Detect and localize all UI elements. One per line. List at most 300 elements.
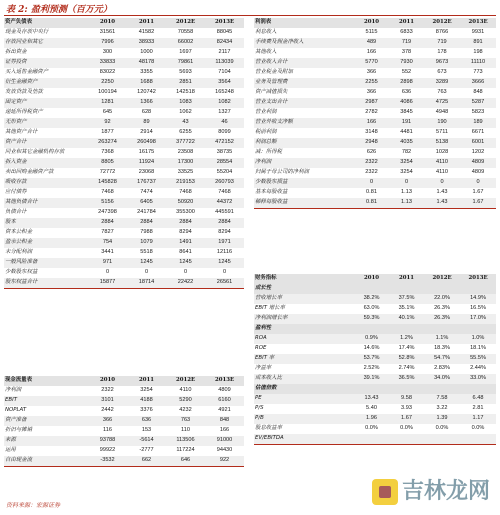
cell-value: 191 [389, 118, 424, 128]
row-label: 少数股东损益 [254, 178, 354, 188]
column-header: 2010 [88, 376, 127, 386]
column-header: 2013E [460, 274, 496, 284]
cell-value [389, 284, 424, 294]
cell-value: 89 [127, 118, 166, 128]
table-row [4, 258, 244, 268]
cell-value: 1.43 [436, 189, 448, 196]
row-label: ROA [254, 334, 354, 344]
cell-value: 782 [401, 149, 412, 156]
row-label: 折旧与摊销 [5, 427, 32, 434]
cell-value: 2884 [166, 218, 205, 228]
table-row [4, 158, 244, 168]
cell-value [354, 324, 389, 334]
cell-value: 5.40 [366, 405, 377, 412]
cell-value: 7474 [140, 189, 153, 196]
cell-value: 2.74% [398, 365, 415, 372]
row-label: 存放同业和其它 [4, 38, 88, 48]
cell-value: 645 [102, 109, 113, 116]
row-label: 自由现金流 [4, 456, 88, 466]
cell-value: 1.2% [389, 334, 424, 344]
row-label: EV/EBITDA [254, 434, 354, 444]
row-label: 股东权益合计 [4, 278, 88, 288]
cell-value: 4725 [424, 98, 460, 108]
column-header: 2011 [127, 18, 166, 28]
cell-value: 366 [366, 89, 377, 96]
row-label: 拆出资金 [5, 49, 27, 56]
cell-value: 4921 [218, 407, 231, 414]
cell-value: 1000 [140, 49, 153, 56]
row-label: 卖出回购金融资产款 [5, 169, 54, 176]
row-label: 减：所得税 [255, 149, 282, 156]
cell-value: 0 [105, 269, 110, 276]
row-label: 其他收入 [255, 49, 277, 56]
table-row [254, 334, 496, 344]
cell-value: -5614 [127, 436, 166, 446]
cell-value: 7.58 [424, 394, 460, 404]
cell-value: 763 [166, 416, 205, 426]
cell-value: 2782 [365, 109, 378, 116]
row-label: 营业利润 [255, 109, 277, 116]
cell-value: 0.9% [354, 334, 389, 344]
cell-value [389, 324, 424, 334]
cell-value: 1083 [166, 98, 205, 108]
table-row [4, 416, 244, 426]
cell-value: 0.0% [365, 425, 378, 432]
cell-value: 178 [437, 49, 447, 56]
cell-value: 18.1% [470, 345, 486, 352]
cell-value: 0 [389, 178, 424, 188]
table-row [254, 48, 496, 58]
cell-value: 1079 [127, 238, 166, 248]
row-label: 净益率 [255, 365, 272, 372]
row-label: 盈利性 [254, 324, 354, 334]
cell-value: 1082 [205, 98, 244, 108]
row-label: 现金及存放中央行 [5, 29, 49, 36]
cell-value: 763 [437, 89, 447, 96]
cell-value: 2.81 [472, 405, 484, 412]
cell-value: 38.2% [354, 294, 389, 304]
table-row [4, 198, 244, 208]
cell-value: 40.1% [389, 314, 424, 324]
table-row [254, 178, 496, 188]
cell-value: 9.58 [389, 394, 424, 404]
cell-value: 3254 [389, 158, 424, 168]
income-statement-table [254, 18, 496, 209]
cell-value [424, 434, 460, 444]
table-row [4, 278, 244, 288]
cell-value: 33833 [88, 58, 127, 68]
table-row [4, 88, 244, 98]
cell-value: 773 [473, 69, 483, 76]
cell-value: 15877 [88, 278, 127, 288]
table-row [4, 28, 244, 38]
row-label: 其他负债合计 [4, 198, 88, 208]
table-section-title: 财务指标 [254, 274, 354, 284]
column-header: 2010 [354, 274, 389, 284]
cell-value: 145828 [88, 178, 127, 188]
cell-value [354, 434, 389, 444]
row-label: 手续费及佣金净收入 [254, 38, 354, 48]
cell-value: 378 [401, 49, 412, 56]
row-label: 来源 [4, 436, 88, 446]
row-label: NOPLAT [5, 407, 27, 414]
cell-value: 1327 [218, 109, 231, 116]
cell-value: 472152 [205, 138, 244, 148]
cell-value: 1245 [127, 258, 166, 268]
table-row [254, 118, 496, 128]
row-label: 利润总额 [254, 138, 354, 148]
row-label: 营业外收支净额 [254, 118, 354, 128]
cell-value: 38735 [216, 149, 233, 156]
cell-value: 5711 [435, 129, 449, 136]
cell-value: 14.6% [363, 345, 380, 352]
cell-value: 2.52% [363, 365, 380, 372]
cell-value: 26561 [205, 278, 244, 288]
cell-value: 93788 [88, 436, 127, 446]
row-label: 资产准备 [4, 416, 88, 426]
cell-value: 673 [437, 69, 447, 76]
row-label: EBIT 率 [254, 354, 354, 364]
table-row [4, 188, 244, 198]
cell-value: 22.0% [424, 294, 460, 304]
table-row [254, 434, 496, 444]
cell-value: 1.17 [460, 414, 496, 424]
row-label: 利息收入 [255, 29, 277, 36]
cell-value: 7996 [88, 38, 127, 48]
row-label: 股本 [4, 218, 88, 228]
row-label: 归属于母公司的净利润 [255, 169, 309, 176]
cell-value: 366 [366, 69, 377, 76]
cell-value: 37.5% [389, 294, 424, 304]
cell-value: 4809 [218, 387, 231, 394]
row-label: 基本每股收益 [255, 189, 288, 196]
cell-value: 1688 [127, 78, 166, 88]
cell-value: 22422 [166, 278, 205, 288]
cell-value: 3254 [140, 387, 153, 394]
cell-value: 5518 [140, 249, 153, 256]
cell-value: 2884 [127, 218, 166, 228]
cell-value: 5693 [179, 69, 192, 76]
table-row [254, 88, 496, 98]
cell-value: 2322 [354, 158, 389, 168]
cell-value: 16.5% [470, 305, 486, 312]
table-row [254, 138, 496, 148]
cell-value [424, 284, 460, 294]
table-row [254, 314, 496, 324]
cell-value: 18714 [127, 278, 166, 288]
table-row [254, 404, 496, 414]
cell-value: 34.0% [424, 374, 460, 384]
table-row [254, 424, 496, 434]
column-header: 2013E [205, 18, 244, 28]
cell-value: 54.7% [424, 354, 460, 364]
cell-value: 190 [424, 118, 460, 128]
cell-value: 3254 [400, 169, 413, 176]
table-row [4, 38, 244, 48]
watermark-logo-icon [372, 479, 398, 505]
cell-value: 636 [401, 89, 412, 96]
row-label: 一般风险准备 [4, 258, 88, 268]
table-row [4, 48, 244, 58]
cell-value: 7468 [179, 189, 192, 196]
cell-value: 2322 [365, 169, 378, 176]
cell-value: 4035 [389, 138, 424, 148]
cell-value: 8805 [88, 158, 127, 168]
cell-value [354, 384, 389, 394]
cell-value: 79861 [166, 58, 205, 68]
cell-value: 7827 [101, 229, 114, 236]
cell-value: 3564 [205, 78, 244, 88]
cell-value: 63.0% [363, 305, 380, 312]
cell-value: 166 [219, 427, 230, 434]
cell-value: 0.81 [354, 198, 389, 208]
cell-value: 1.13 [401, 189, 412, 196]
cell-value: 1971 [205, 238, 244, 248]
cell-value: 23068 [138, 169, 155, 176]
column-header: 2010 [354, 18, 389, 28]
cell-value: 247398 [98, 209, 117, 216]
cell-value: 166 [354, 118, 389, 128]
table-row [254, 158, 496, 168]
cell-value: 0 [183, 269, 188, 276]
cell-value: 9673 [424, 58, 460, 68]
cell-value: 39.1% [354, 374, 389, 384]
cell-value: 4188 [127, 396, 166, 406]
cell-value: 3845 [400, 109, 413, 116]
cell-value: 17.0% [460, 314, 496, 324]
cell-value: 7988 [140, 229, 153, 236]
cell-value: 5115 [365, 29, 378, 36]
table-header-row [4, 376, 244, 386]
cell-value: 88045 [216, 29, 233, 36]
watermark-logo [372, 474, 490, 505]
row-label: 营收增长率 [254, 294, 354, 304]
source-footnote: 资料来源：宏源证券 [6, 502, 61, 509]
page-title: 表 2: 盈利预测（百万元） [6, 5, 112, 15]
cell-value: 8099 [218, 129, 231, 136]
cell-value: 117224 [176, 447, 195, 454]
cell-value: 26.3% [434, 305, 450, 312]
row-label: 业务及管理费 [254, 78, 354, 88]
cell-value: 153 [141, 427, 152, 434]
table-row [4, 178, 244, 188]
row-label: 衍生金融资产 [4, 78, 88, 88]
cell-value: 3101 [88, 396, 127, 406]
cell-value: 83022 [99, 69, 116, 76]
cell-value: 8641 [179, 249, 192, 256]
cell-value: 17300 [166, 158, 205, 168]
cell-value: 92 [88, 118, 127, 128]
table-row [4, 108, 244, 118]
cell-value: 13.43 [354, 394, 389, 404]
cell-value: 35.1% [398, 305, 415, 312]
table-row [254, 58, 496, 68]
cell-value: 848 [205, 416, 244, 426]
cell-value: 1.1% [424, 334, 460, 344]
cell-value [354, 284, 389, 294]
cell-value: 2442 [101, 407, 114, 414]
cell-value: 971 [88, 258, 127, 268]
cell-value: 2884 [205, 218, 244, 228]
cell-value: 3441 [101, 249, 114, 256]
cell-value: 70558 [177, 29, 194, 36]
table-row [4, 268, 244, 278]
cell-value: 6405 [127, 198, 166, 208]
column-header: 2011 [389, 274, 424, 284]
cell-value: 2.83% [434, 365, 450, 372]
table-row [4, 78, 244, 88]
row-label: 股息收益率 [255, 425, 282, 432]
table-header-row [4, 18, 244, 28]
cell-value: 4110 [179, 387, 192, 394]
cell-value: 3148 [365, 129, 378, 136]
table-row [4, 208, 244, 218]
cell-value: 142518 [176, 89, 195, 96]
cell-value: 0.0% [400, 425, 413, 432]
cell-value: 82434 [205, 38, 244, 48]
cell-value: 9931 [471, 29, 485, 36]
table-row [4, 168, 244, 178]
cell-value: 113506 [166, 436, 205, 446]
cell-value: 5823 [471, 109, 485, 116]
cell-value: 646 [166, 456, 205, 466]
cell-value: 8294 [218, 229, 231, 236]
table-row [4, 238, 244, 248]
row-label: 估值倍数 [254, 384, 354, 394]
table-row [4, 138, 244, 148]
table-row [254, 294, 496, 304]
cell-value: 41582 [138, 29, 155, 36]
cell-value: 2898 [389, 78, 424, 88]
table-row [254, 344, 496, 354]
cell-value: 1245 [166, 258, 205, 268]
cell-value: 719 [389, 38, 424, 48]
cell-value [460, 384, 496, 394]
cell-value: 0.81 [366, 189, 377, 196]
cell-value: 628 [141, 109, 152, 116]
cell-value: 16175 [138, 149, 155, 156]
row-label: 无形资产 [4, 118, 88, 128]
row-label: EBIT [4, 396, 88, 406]
cell-value: 5138 [424, 138, 460, 148]
cell-value: 848 [473, 89, 483, 96]
table-row [4, 406, 244, 416]
cell-value: 2255 [354, 78, 389, 88]
title-divider [4, 15, 496, 16]
cell-value: 1697 [179, 49, 192, 56]
cell-value: 1491 [166, 238, 205, 248]
cell-value: 14.9% [460, 294, 496, 304]
row-label: ROE [255, 345, 267, 352]
table-subsection-row [254, 384, 496, 394]
cell-value: 1.67 [460, 198, 496, 208]
row-label: 营业支出合计 [254, 98, 354, 108]
cell-value: 72772 [99, 169, 116, 176]
cell-value: 300 [102, 49, 113, 56]
cell-value: 12116 [216, 249, 233, 256]
cell-value: 5770 [354, 58, 389, 68]
column-header: 2013E [460, 18, 496, 28]
cell-value: 38933 [127, 38, 166, 48]
table-section-title: 现金流量表 [4, 376, 88, 386]
cell-value: 3289 [424, 78, 460, 88]
cell-value: 5156 [88, 198, 127, 208]
cell-value: 176737 [127, 178, 166, 188]
cell-value: 100194 [98, 89, 117, 96]
table-row [4, 248, 244, 258]
cell-value: 0 [222, 269, 227, 276]
cell-value: 4232 [179, 407, 192, 414]
cell-value: 1877 [101, 129, 114, 136]
cell-value: 260498 [127, 138, 166, 148]
cell-value: 366 [88, 416, 127, 426]
cell-value: 1062 [179, 109, 192, 116]
row-label: P/S [255, 405, 264, 412]
cell-value: 198 [473, 49, 483, 56]
row-label: PE [254, 394, 354, 404]
cell-value: 4948 [435, 109, 449, 116]
row-label: 少数股东权益 [5, 269, 38, 276]
cell-value: 891 [460, 38, 496, 48]
column-header: 2011 [389, 18, 424, 28]
cell-value [424, 384, 460, 394]
row-label: 买入返售金融资产 [5, 69, 49, 76]
cell-value: 0 [460, 178, 496, 188]
row-label: 吸收存款 [4, 178, 88, 188]
cell-value: 7468 [218, 189, 231, 196]
cell-value: -2777 [139, 447, 154, 454]
row-label: 盈余公积金 [4, 238, 88, 248]
row-label: 固定资产 [4, 98, 88, 108]
row-label: 运用 [5, 447, 16, 454]
cell-value: 120742 [137, 89, 156, 96]
row-label: 证券投资 [4, 58, 88, 68]
cell-value: 8294 [179, 229, 192, 236]
cell-value: 1366 [127, 98, 166, 108]
cell-value: 2987 [354, 98, 389, 108]
cell-value: 36.5% [389, 374, 424, 384]
table-row [4, 426, 244, 436]
row-label: 拆入资金 [4, 158, 88, 168]
cell-value: 165248 [215, 89, 234, 96]
row-label: 负债合计 [5, 209, 27, 216]
cell-value: 55204 [216, 169, 233, 176]
table-row [4, 128, 244, 138]
cell-value: 260793 [205, 178, 244, 188]
cell-value: 17.4% [398, 345, 415, 352]
cell-value: 7368 [101, 149, 114, 156]
cell-value: 1.39 [424, 414, 460, 424]
table-row [254, 354, 496, 364]
cell-value: 6160 [205, 396, 244, 406]
row-label: 税前利润 [255, 129, 277, 136]
cell-value: 46 [205, 118, 244, 128]
cell-value: 2.44% [470, 365, 486, 372]
cell-value: 636 [127, 416, 166, 426]
row-label: 资产合计 [4, 138, 88, 148]
cell-value: 2117 [218, 49, 231, 56]
cell-value: 263274 [88, 138, 127, 148]
cell-value: 33525 [177, 169, 194, 176]
table-row [4, 58, 244, 68]
row-label: 净利润 [5, 387, 22, 394]
cell-value: 377722 [166, 138, 205, 148]
cell-value: 1.67 [389, 414, 424, 424]
table-row [254, 98, 496, 108]
cell-value: 0.0% [435, 425, 449, 432]
column-header: 2012E [166, 376, 205, 386]
table-row [254, 38, 496, 48]
